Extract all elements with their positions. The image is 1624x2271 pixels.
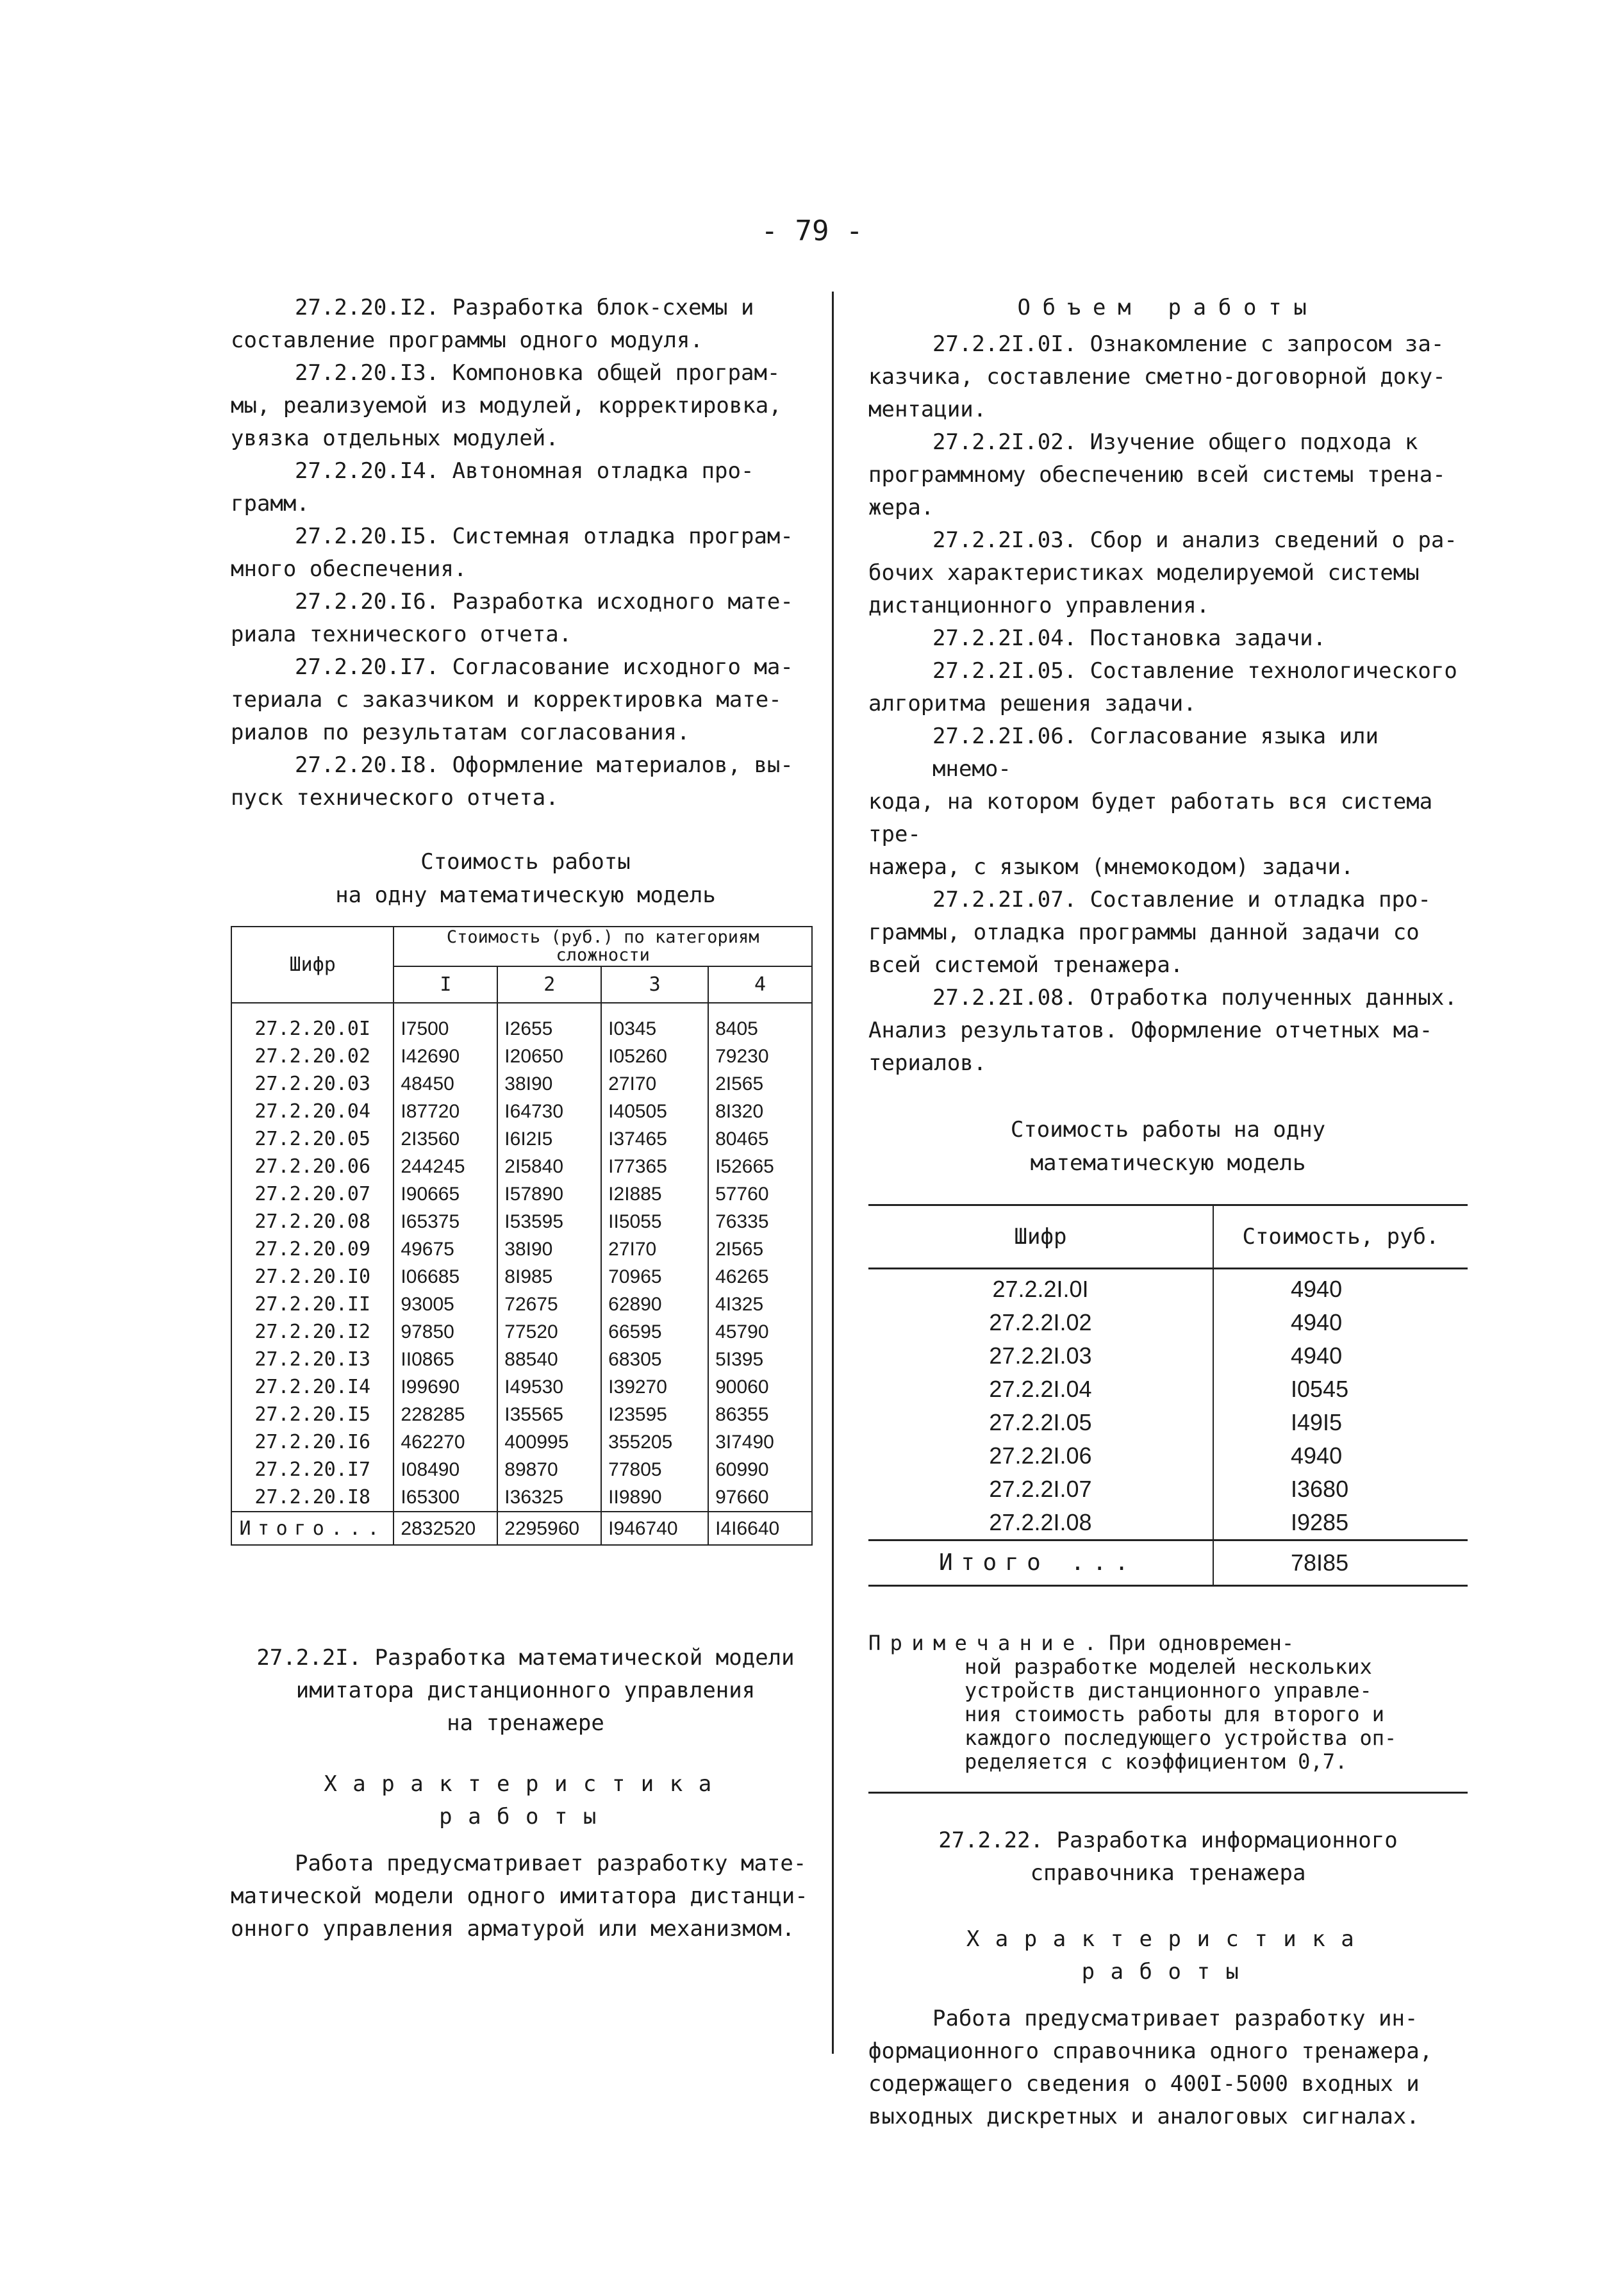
row-value: I65300 [394,1483,497,1512]
note [868,1631,1468,1774]
table-row [231,1070,812,1098]
paragraph-line: 27.2.2I.06. Согласование языка или мнемо- [932,723,1379,782]
row-value: 90060 [708,1373,812,1401]
row-value: 4940 [1291,1442,1343,1469]
table-row [231,1003,812,1043]
paragraph-line: программному обеспечению всей системы трена- [868,462,1446,488]
table-row [868,1373,1468,1406]
paragraph [231,357,820,455]
paragraph-line: 27.2.2I.03. Сбор и анализ сведений о ра- [932,527,1457,553]
row-value: 4940 [1291,1342,1343,1369]
table-row [231,1043,812,1070]
paragraph-line: 27.2.2I.04. Постановка задачи. [932,625,1327,651]
row-value: 86355 [708,1401,812,1428]
row-value: I08490 [394,1456,497,1483]
right-column [868,292,1468,2133]
row-value: 2I3560 [394,1125,497,1153]
paragraph [868,982,1468,1080]
row-value: I36325 [497,1483,601,1512]
column-divider [832,292,834,2054]
paragraph-line: 27.2.2I.07. Составление и отладка про- [932,887,1431,913]
title-line: 27.2.22. Разработка информационного [938,1828,1398,1853]
row-value: 38I90 [497,1235,601,1263]
row-code: 27.2.20.06 [231,1153,394,1180]
paragraph-line: 27.2.20.I2. Разработка блок-схемы и [295,295,754,320]
row-value: 4940 [1291,1276,1343,1302]
code-column-header: Шифр [868,1205,1213,1269]
row-code: 27.2.20.I0 [231,1263,394,1291]
row-code: 27.2.2I.08 [868,1506,1213,1540]
paragraph-line: териалов. [868,1050,987,1076]
row-value: 38I90 [497,1070,601,1098]
paragraph-line: 27.2.20.I6. Разработка исходного мате- [295,589,793,615]
table-row [868,1473,1468,1506]
row-code: 27.2.2I.07 [868,1473,1213,1506]
left-paragraphs [231,292,820,814]
row-value: I0345 [601,1003,708,1043]
row-value: I37465 [601,1125,708,1153]
row-value: 2I565 [708,1235,812,1263]
row-value: I77365 [601,1153,708,1180]
row-value: I2655 [497,1003,601,1043]
row-value: I06685 [394,1263,497,1291]
paragraph-line: граммы, отладка программы данной задачи со [868,920,1420,945]
row-value: I2I885 [601,1180,708,1208]
paragraph-line: 27.2.2I.05. Составление технологического [932,658,1457,684]
row-value: 48450 [394,1070,497,1098]
cost-column-header: Стоимость (руб.) по категориям сложности [394,927,812,966]
characteristic-text [231,1847,820,1945]
table-row [231,1483,812,1512]
note-line: каждого последующего устройства оп- [965,1726,1397,1750]
table-row [231,1098,812,1125]
row-code: 27.2.2I.03 [868,1339,1213,1373]
category-header: 3 [601,966,708,1003]
row-value: II5055 [601,1208,708,1235]
row-code: 27.2.2I.02 [868,1306,1213,1339]
row-value: I0545 [1291,1376,1349,1402]
row-value: 72675 [497,1291,601,1318]
right-paragraphs [868,328,1468,1080]
row-value: 2I5840 [497,1153,601,1180]
row-value: 62890 [601,1291,708,1318]
paragraph [868,655,1468,720]
table-row [231,1401,812,1428]
row-code: 27.2.20.05 [231,1125,394,1153]
volume-heading: Объем работы [1017,295,1319,320]
paragraph-line: кода, на котором будет работать вся система тре- [868,789,1433,847]
row-value: 355205 [601,1428,708,1456]
caption-line: математическую модель [1030,1150,1306,1176]
row-value: 57760 [708,1180,812,1208]
paragraph-line: 27.2.20.I4. Автономная отладка про- [295,458,754,484]
row-value: I40505 [601,1098,708,1125]
total-value: 78I85 [1213,1540,1468,1586]
paragraph-line: 27.2.20.I7. Согласование исходного ма- [295,654,793,680]
category-header: 2 [497,966,601,1003]
row-code: 27.2.2I.05 [868,1406,1213,1439]
paragraph-line: жера. [868,495,934,520]
caption-line: Стоимость работы на одну [1010,1117,1326,1143]
table-row [231,1346,812,1373]
paragraph [231,292,820,357]
row-value: 244245 [394,1153,497,1180]
row-value: 8405 [708,1003,812,1043]
row-value: I7500 [394,1003,497,1043]
characteristic-text [868,2003,1468,2133]
note-line: . При одновремен- [1084,1631,1295,1655]
row-code: 27.2.20.I6 [231,1428,394,1456]
row-value: 3I7490 [708,1428,812,1456]
table-row [231,1291,812,1318]
row-value: 228285 [394,1401,497,1428]
row-value: I20650 [497,1043,601,1070]
text-line: содержащего сведения о 400I-5000 входных и [868,2071,1420,2097]
note-line: ния стоимость работы для второго и [965,1702,1385,1726]
paragraph [868,426,1468,524]
row-code: 27.2.2I.06 [868,1439,1213,1473]
row-value: I99690 [394,1373,497,1401]
paragraph-line: увязка отдельных модулей. [231,425,559,451]
row-code: 27.2.20.08 [231,1208,394,1235]
section-title-27-2-21 [231,1642,820,1740]
paragraph-line: териала с заказчиком и корректировка мате- [231,687,782,713]
paragraph-line: 27.2.2I.0I. Ознакомление с запросом за- [932,331,1445,357]
caption-line: Стоимость работы [420,849,631,875]
left-table-caption [231,845,820,912]
paragraph-line: риалов по результатам согласования. [231,720,690,745]
paragraph [868,524,1468,622]
page-number: - 79 - [761,215,863,247]
row-code: 27.2.20.I3 [231,1346,394,1373]
row-value: 77805 [601,1456,708,1483]
row-code: 27.2.20.I4 [231,1373,394,1401]
section-title-27-2-22 [868,1824,1468,1890]
row-code: 27.2.20.04 [231,1098,394,1125]
row-value: 4I325 [708,1291,812,1318]
table-row [868,1306,1468,1339]
row-value: 97660 [708,1483,812,1512]
paragraph-line: грамм. [231,491,310,516]
paragraph [868,720,1468,884]
row-value: 77520 [497,1318,601,1346]
total-value: 2295960 [497,1512,601,1545]
title-line: на тренажере [447,1710,604,1736]
text-line: матической модели одного имитатора дистанци- [231,1883,808,1909]
row-code: 27.2.20.02 [231,1043,394,1070]
row-code: 27.2.20.I2 [231,1318,394,1346]
row-value: 5I395 [708,1346,812,1373]
paragraph [231,455,820,520]
note-line: ределяется с коэффициентом 0,7. [965,1749,1348,1774]
table-row [231,1456,812,1483]
row-value: I65375 [394,1208,497,1235]
row-value: 80465 [708,1125,812,1153]
characteristic-heading: Характеристика работы [324,1771,727,1829]
row-value: 8I985 [497,1263,601,1291]
right-table-caption [868,1113,1468,1180]
row-code: 27.2.20.0I [231,1003,394,1043]
paragraph-line: риала технического отчета. [231,622,572,647]
paragraph-line: Анализ результатов. Оформление отчетных ма- [868,1018,1433,1043]
row-value: I49I5 [1291,1409,1343,1435]
paragraph-line: составление программы одного модуля. [231,327,703,353]
row-code: 27.2.20.03 [231,1070,394,1098]
table-row [231,1125,812,1153]
cost-column-header: Стоимость, руб. [1213,1205,1468,1269]
row-code: 27.2.20.II [231,1291,394,1318]
total-label: Итого ... [868,1540,1213,1586]
paragraph [868,622,1468,655]
note-divider [868,1792,1468,1794]
row-value: 88540 [497,1346,601,1373]
row-value: 89870 [497,1456,601,1483]
note-label: Примечание [868,1631,1084,1655]
code-column-header: Шифр [231,927,394,1003]
paragraph [231,651,820,749]
table-row [231,1263,812,1291]
table-row [868,1339,1468,1373]
cost-table-categories [231,926,813,1546]
paragraph [231,586,820,651]
row-value: 400995 [497,1428,601,1456]
row-value: I64730 [497,1098,601,1125]
row-value: I9285 [1291,1509,1349,1535]
paragraph-line: казчика, составление сметно-договорной доку- [868,364,1446,390]
row-code: 27.2.20.I7 [231,1456,394,1483]
text-line: формационного справочника одного тренажера, [868,2038,1433,2064]
row-value: 60990 [708,1456,812,1483]
paragraph-line: 27.2.20.I3. Компоновка общей програм- [295,360,781,386]
row-value: 27I70 [601,1235,708,1263]
paragraph-line: алгоритма решения задачи. [868,691,1197,716]
row-code: 27.2.20.09 [231,1235,394,1263]
table-row [868,1439,1468,1473]
paragraph-line: дистанционного управления. [868,593,1210,618]
row-value: 4940 [1291,1309,1343,1335]
row-value: I90665 [394,1180,497,1208]
row-value: I87720 [394,1098,497,1125]
paragraph-line: 27.2.20.I8. Оформление материалов, вы- [295,752,793,778]
table-row [231,1180,812,1208]
row-value: 46265 [708,1263,812,1291]
cost-table-single [868,1204,1468,1587]
row-value: I3680 [1291,1476,1349,1502]
row-value: 27I70 [601,1070,708,1098]
row-value: I05260 [601,1043,708,1070]
paragraph-line: пуск технического отчета. [231,785,559,811]
paragraph-line: много обеспечения. [231,556,467,582]
row-value: 49675 [394,1235,497,1263]
total-label: Итого... [231,1512,394,1545]
row-value: I53595 [497,1208,601,1235]
table-row [231,1235,812,1263]
paragraph-line: 27.2.2I.08. Отработка полученных данных. [932,985,1457,1011]
table-row [231,1428,812,1456]
total-value: I4I6640 [708,1512,812,1545]
row-code: 27.2.2I.04 [868,1373,1213,1406]
title-line: справочника тренажера [1030,1860,1306,1886]
row-value: 8I320 [708,1098,812,1125]
table-row [231,1318,812,1346]
row-value: 45790 [708,1318,812,1346]
table-row [868,1506,1468,1540]
row-code: 27.2.20.I8 [231,1483,394,1512]
row-value: II0865 [394,1346,497,1373]
row-value: 70965 [601,1263,708,1291]
row-code: 27.2.2I.0I [868,1269,1213,1307]
paragraph-line: 27.2.20.I5. Системная отладка програм- [295,524,793,549]
table-row [231,1153,812,1180]
row-value: I49530 [497,1373,601,1401]
total-value: 2832520 [394,1512,497,1545]
row-value: 462270 [394,1428,497,1456]
row-value: I52665 [708,1153,812,1180]
paragraph-line: нажера, с языком (мнемокодом) задачи. [868,854,1354,880]
row-value: I35565 [497,1401,601,1428]
table-row [868,1269,1468,1307]
row-value: I23595 [601,1401,708,1428]
note-line: устройств дистанционного управле- [965,1678,1372,1703]
row-value: I42690 [394,1043,497,1070]
text-line: онного управления арматурой или механизмом. [231,1916,795,1942]
paragraph-line: 27.2.2I.02. Изучение общего подхода к [932,429,1418,455]
caption-line: на одну математическую модель [335,882,716,908]
characteristic-heading: Характеристика работы [966,1926,1370,1985]
row-value: I57890 [497,1180,601,1208]
total-value: I946740 [601,1512,708,1545]
paragraph [868,884,1468,982]
text-line: Работа предусматривает разработку ин- [932,2006,1418,2031]
left-column [231,292,820,1945]
paragraph [868,328,1468,426]
row-value: I6I2I5 [497,1125,601,1153]
row-code: 27.2.20.I5 [231,1401,394,1428]
note-line: ной разработке моделей нескольких [965,1655,1372,1679]
row-value: 93005 [394,1291,497,1318]
paragraph-line: бочих характеристиках моделируемой системы [868,560,1420,586]
row-value: 97850 [394,1318,497,1346]
table-row [868,1406,1468,1439]
paragraph-line: ментации. [868,397,987,422]
category-header: 4 [708,966,812,1003]
text-line: выходных дискретных и аналоговых сигналах. [868,2104,1420,2129]
row-value: 66595 [601,1318,708,1346]
table-row [231,1208,812,1235]
table-row [231,1373,812,1401]
paragraph-line: мы, реализуемой из модулей, корректировка, [231,393,782,418]
paragraph-line: всей системой тренажера. [868,952,1184,978]
category-header: I [394,966,497,1003]
paragraph [231,520,820,586]
text-line: Работа предусматривает разработку мате- [295,1851,807,1876]
paragraph [231,749,820,814]
title-line: имитатора дистанционного управления [295,1678,756,1703]
row-value: I39270 [601,1373,708,1401]
row-value: II9890 [601,1483,708,1512]
row-code: 27.2.20.07 [231,1180,394,1208]
row-value: 76335 [708,1208,812,1235]
row-value: 68305 [601,1346,708,1373]
row-value: 2I565 [708,1070,812,1098]
title-line: 27.2.2I. Разработка математической модели [256,1645,795,1671]
row-value: 79230 [708,1043,812,1070]
